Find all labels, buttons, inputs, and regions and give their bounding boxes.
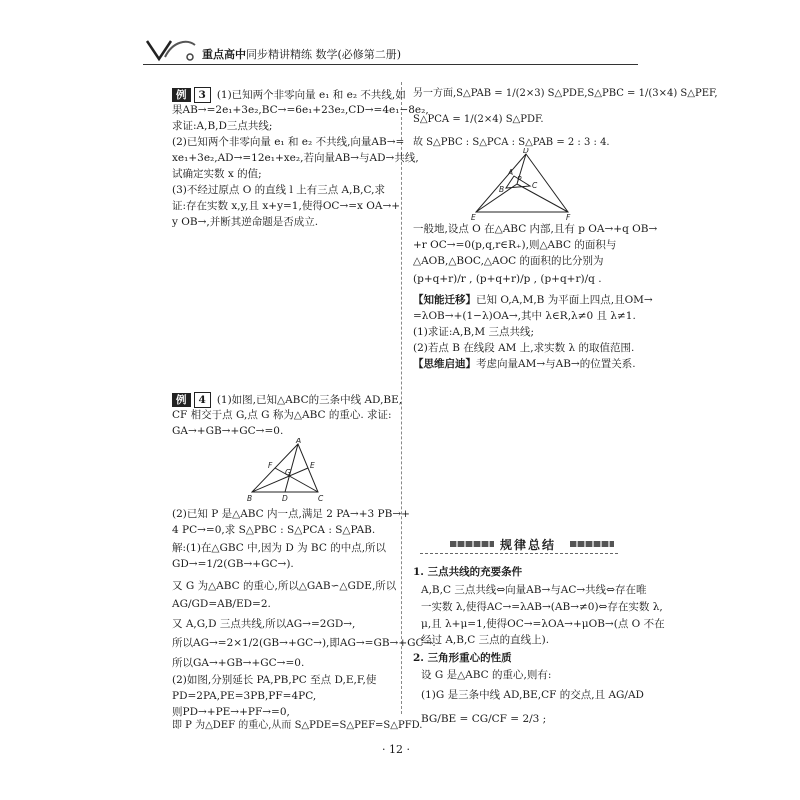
label-C: C xyxy=(318,494,324,503)
example3-heading: 例 3 (1)已知两个非零向量 e₁ 和 e₂ 不共线,如 xyxy=(172,87,406,103)
area-relation-line: S△PCA = 1/(2×4) S△PDF. xyxy=(413,114,544,125)
solution-line: GD→=1/2(GB→+GC→). xyxy=(172,558,294,570)
general-line: 一般地,设点 O 在△ABC 内部,且有 p OA→+q OB→ xyxy=(413,223,658,235)
solution-line: (2)如图,分别延长 PA,PB,PC 至点 D,E,F,使 xyxy=(172,674,377,686)
example3-line: 果AB→=2e₁+3e₂,BC→=6e₁+23e₂,CD→=4e₁−8e₂, xyxy=(172,104,429,116)
transfer-line: =λOB→+(1−λ)OA→,其中 λ∈R,λ≠0 且 λ≠1. xyxy=(413,310,636,322)
example3-line: (2)已知两个非零向量 e₁ 和 e₂ 不共线,向量AB→= xyxy=(172,136,405,148)
label-B: B xyxy=(247,494,253,503)
label-F: F xyxy=(566,213,571,222)
label-A: A xyxy=(296,438,302,445)
solution-line: 解:(1)在△GBC 中,因为 D 为 BC 的中点,所以 xyxy=(172,542,387,554)
transfer-line: (2)若点 B 在线段 AM 上,求实数 λ 的取值范围. xyxy=(413,342,635,354)
hint-line: 【思维启迪】考虑向量AM→与AB→的位置关系. xyxy=(413,358,636,370)
summary-deco-right xyxy=(570,541,614,547)
example4-line: GA→+GB→+GC→=0. xyxy=(172,425,284,437)
transfer-line: 【知能迁移】已知 O,A,M,B 为平面上四点,且OM→ xyxy=(413,294,653,306)
summary-item1-line: A,B,C 三点共线⇔向量AB→与AC→共线⇔存在唯 xyxy=(421,584,647,596)
solution-line: 即 P 为△DEF 的重心,从而 S△PDE=S△PEF=S△PFD. xyxy=(172,720,423,731)
label-E: E xyxy=(471,213,476,222)
header-rule xyxy=(143,64,638,65)
summary-deco-left xyxy=(450,541,494,547)
solution-line: 所以GA→+GB→+GC→=0. xyxy=(172,657,305,669)
transfer-line: (1)求证:A,B,M 三点共线; xyxy=(413,326,535,338)
page-number: · 12 · xyxy=(382,743,410,756)
summary-item1-line: 经过 A,B,C 三点的直线上). xyxy=(421,634,550,646)
summary-heading xyxy=(420,536,620,554)
label-E: E xyxy=(310,461,315,470)
area-ratio-result: 故 S△PBC : S△PCA : S△PAB = 2 : 3 : 4. xyxy=(413,137,610,148)
example4-part2: 4 PC→=0,求 S△PBC : S△PCA : S△PAB. xyxy=(172,524,376,536)
label-G: G xyxy=(285,468,291,477)
label-C: C xyxy=(532,181,538,190)
solution-line: 则PD→+PE→+PF→=0, xyxy=(172,706,290,718)
label-P: P xyxy=(517,175,522,184)
label-D: D xyxy=(523,148,529,155)
solution-line: 又 G 为△ABC 的重心,所以△GAB∽△GDE,所以 xyxy=(172,580,397,592)
solution-line: AG/GD=AB/ED=2. xyxy=(172,598,271,610)
summary-item2-line: BG/BE = CG/CF = 2/3 ; xyxy=(421,713,547,725)
example4-heading: 例 4 (1)如图,已知△ABC的三条中线 AD,BE, xyxy=(172,392,402,408)
centroid-triangle-figure xyxy=(240,438,330,504)
area-relation-line: 另一方面,S△PAB = 1/(2×3) S△PDE,S△PBC = 1/(3×4) S△PEF, xyxy=(413,88,718,99)
example4-line: CF 相交于点 G,点 G 称为△ABC 的重心. 求证: xyxy=(172,409,392,421)
general-ratios: (p+q+r)/r , (p+q+r)/p , (p+q+r)/q . xyxy=(413,273,602,285)
example3-line: xe₁+3e₂,AD→=12e₁+xe₂,若向量AB→与AD→共线, xyxy=(172,152,419,164)
general-line: △AOB,△BOC,△AOC 的面积的比分别为 xyxy=(413,255,604,267)
summary-item2-line: 设 G 是△ABC 的重心,则有: xyxy=(421,669,552,681)
example3-line: (3)不经过原点 O 的直线 l 上有三点 A,B,C,求 xyxy=(172,184,385,196)
solution-line: 又 A,G,D 三点共线,所以AG→=2GD→, xyxy=(172,618,356,630)
example3-line: 证:存在实数 x,y,且 x+y=1,使得OC→=x OA→+ xyxy=(172,200,401,212)
summary-item1-line: μ,且 λ+μ=1,使得OC→=λOA→+μOB→(点 O 不在 xyxy=(421,618,665,630)
label-B: B xyxy=(499,185,505,194)
solution-line: PD=2PA,PE=3PB,PF=4PC, xyxy=(172,690,317,702)
example3-line: 试确定实数 x 的值; xyxy=(172,168,262,180)
example4-part2: (2)已知 P 是△ABC 内一点,满足 2 PA→+3 PB→+ xyxy=(172,508,410,520)
header-title: 重点高中同步精讲精练 数学(必修第二册) xyxy=(202,48,402,61)
label-F: F xyxy=(268,461,273,470)
example3-line: 求证:A,B,D三点共线; xyxy=(172,120,273,132)
label-A: A xyxy=(508,168,514,177)
summary-item1-title: 1. 三点共线的充要条件 xyxy=(413,566,523,578)
inner-triangle-figure xyxy=(468,148,578,222)
summary-title: 规律总结 xyxy=(500,538,557,552)
summary-underline xyxy=(420,553,618,554)
summary-item2-title: 2. 三角形重心的性质 xyxy=(413,652,512,664)
solution-line: 所以AG→=2×1/2(GB→+GC→),即AG→=GB→+GC→. xyxy=(172,637,436,649)
example3-line: y OB→,并断其逆命题是否成立. xyxy=(172,216,319,228)
summary-item2-line: (1)G 是三条中线 AD,BE,CF 的交点,且 AG/AD xyxy=(421,689,644,701)
label-D: D xyxy=(282,494,288,503)
summary-item1-line: 一实数 λ,使得AC→=λAB→(AB→≠0)⇔存在实数 λ, xyxy=(421,601,663,613)
general-line: +r OC→=0(p,q,r∈R₊),则△ABC 的面积与 xyxy=(413,239,617,251)
header-logo xyxy=(143,35,199,65)
